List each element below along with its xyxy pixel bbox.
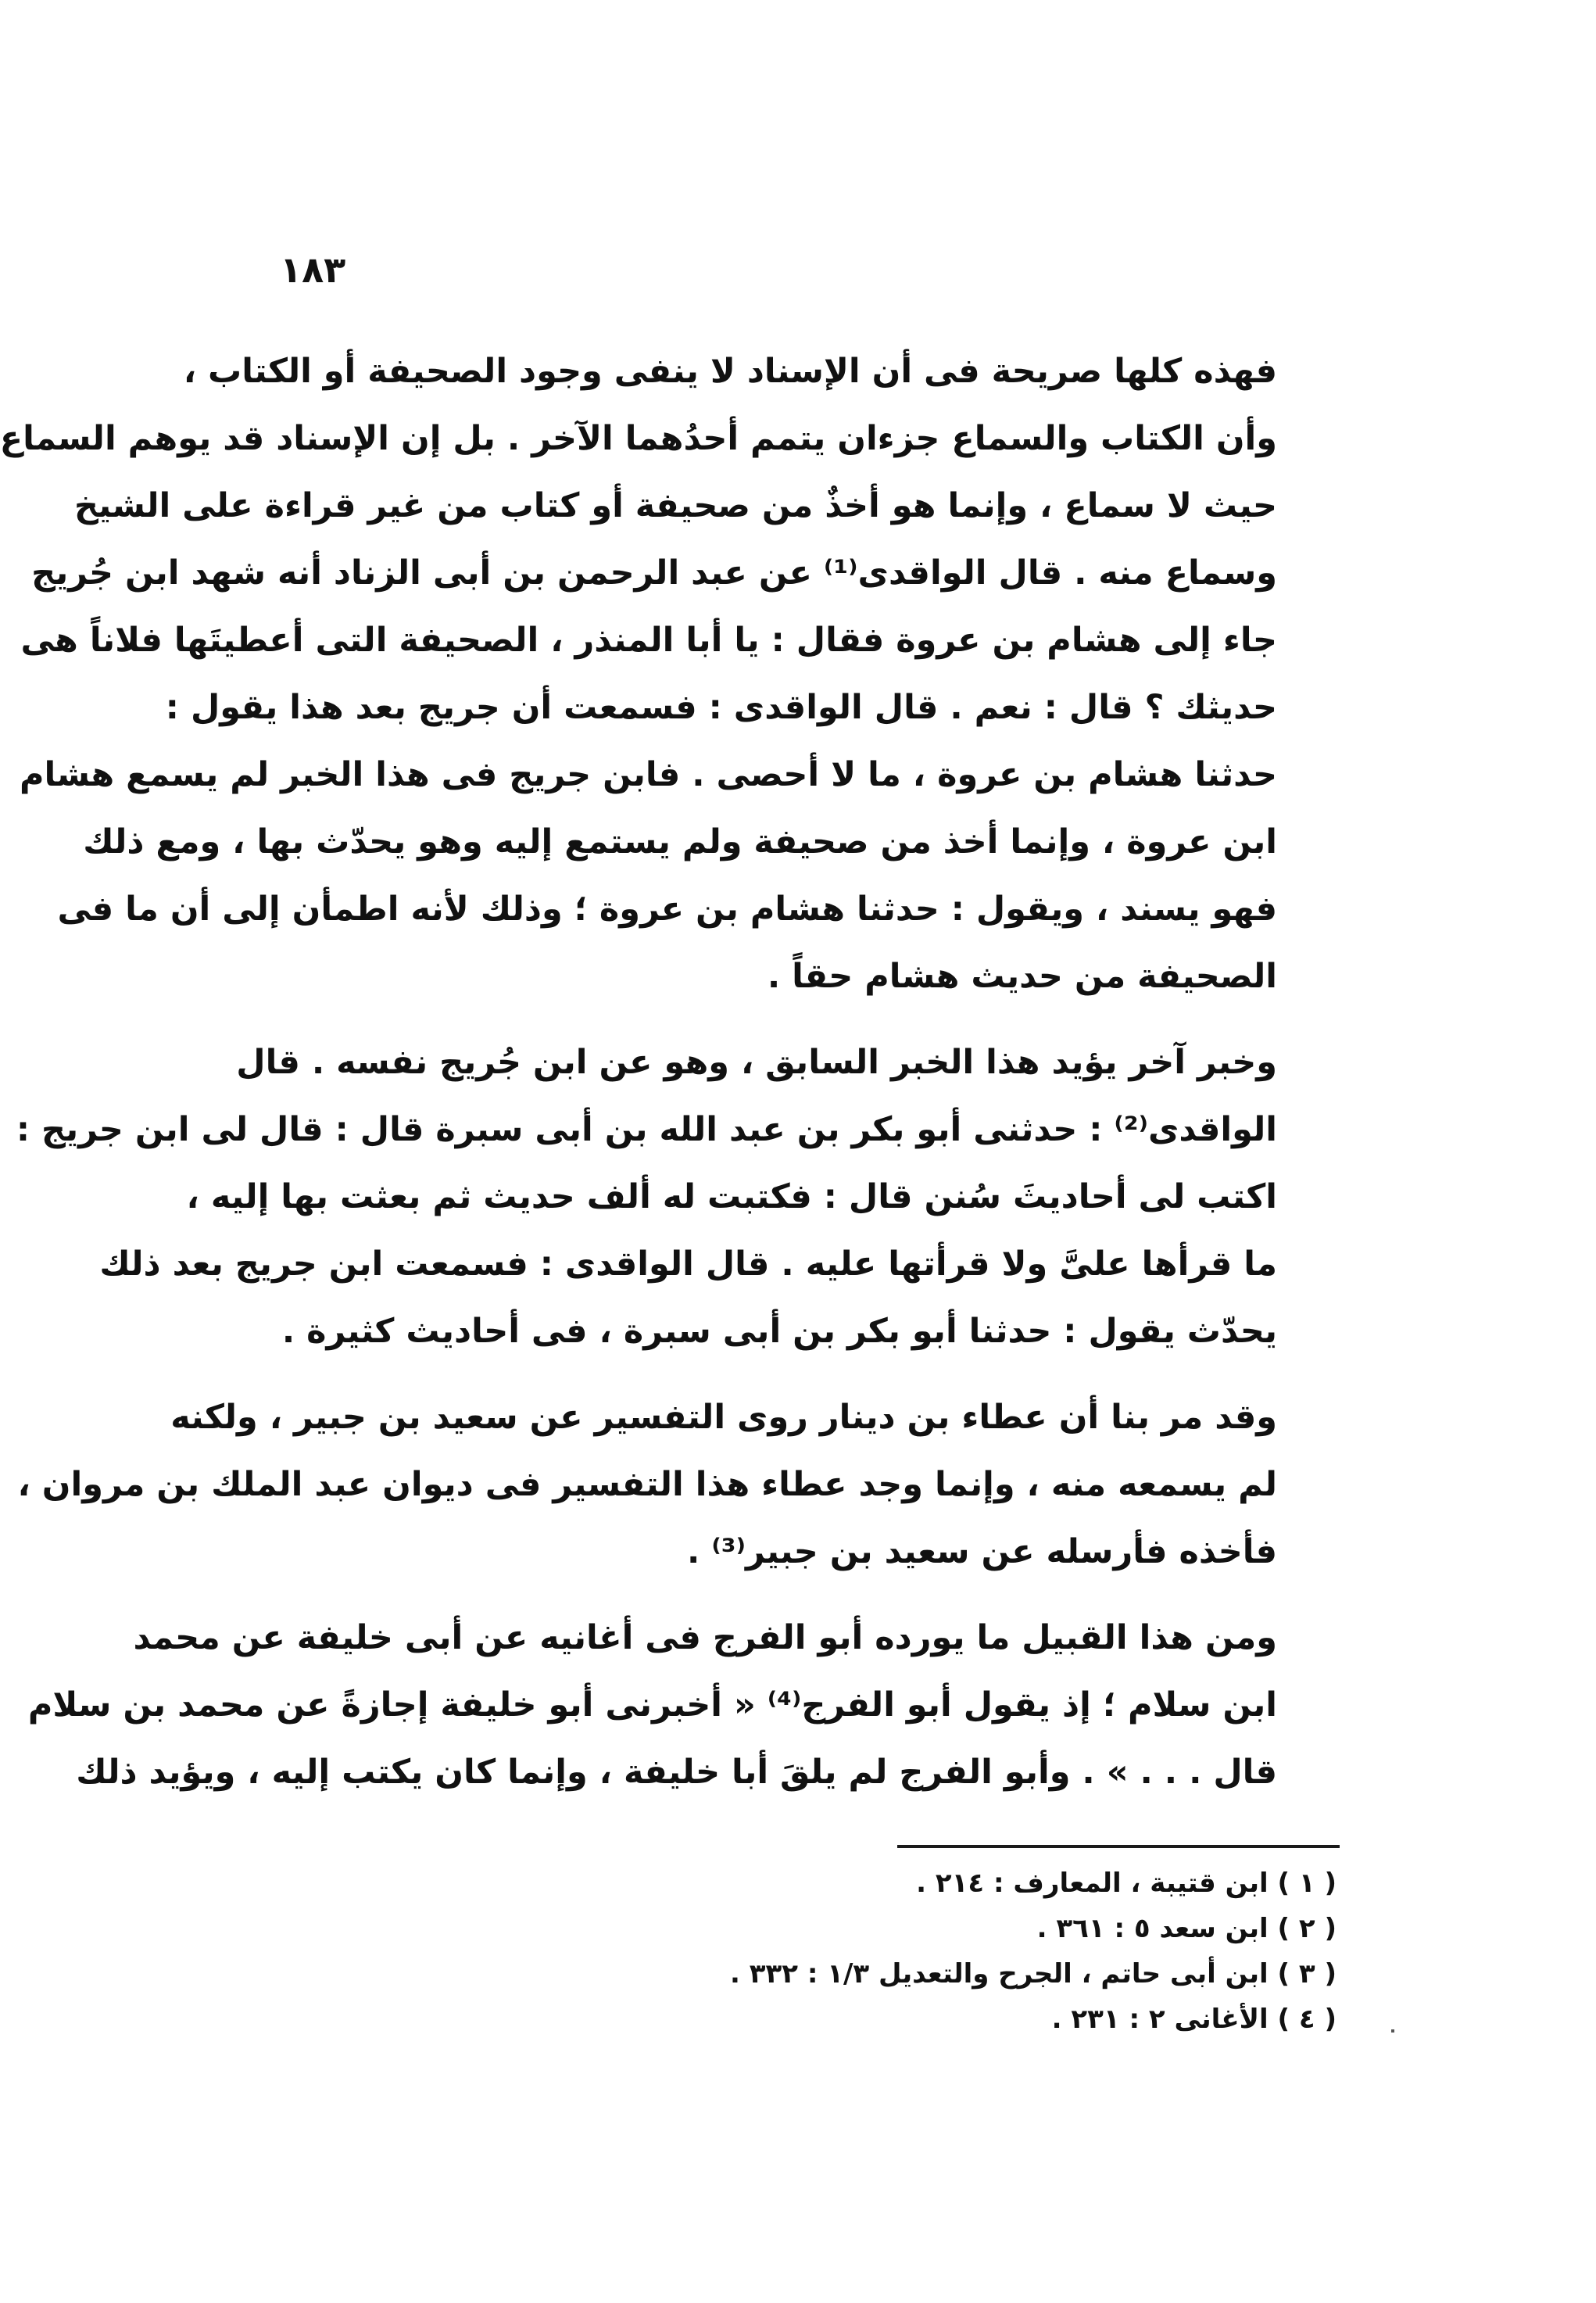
page-number: ١٨٣ — [280, 249, 346, 291]
footnote-4: ( ٤ ) الأغانى ٢ : ٢٣١ . — [1051, 2004, 1337, 2035]
footnote-2: ( ٢ ) ابن سعد ٥ : ٣٦١ . — [1036, 1913, 1337, 1944]
text-line: يحدّث يقول : حدثنا أبو بكر بن أبى سبرة ، فى أحاديث كثيرة . — [281, 1312, 1277, 1351]
footnote-3: ( ٣ ) ابن أبى حاتم ، الجرح والتعديل ١/٣ : ٣٣٢ . — [729, 1958, 1337, 1990]
text-line: قال . . . » . وأبو الفرج لم يلقَ أبا خليفة ، وإنما كان يكتب إليه ، ويؤيد ذلك — [76, 1753, 1277, 1792]
text-line: ابن سلام ؛ إذ يقول أبو الفرج⁽⁴⁾ « أخبرنى أبو خليفة إجازةً عن محمد بن سلام — [27, 1685, 1277, 1725]
footnote-divider — [897, 1845, 1340, 1848]
text-line: وسماع منه . قال الواقدى⁽¹⁾ عن عبد الرحمن بن أبى الزناد أنه شهد ابن جُريج — [31, 553, 1277, 593]
text-line: الصحيفة من حديث هشام حقاً . — [767, 957, 1277, 996]
text-line: وأن الكتاب والسماع جزءان يتمم أحدُهما الآخر . بل إن الإسناد قد يوهم السماع — [0, 419, 1277, 458]
text-line: ما قرأها علىَّ ولا قرأتها عليه . قال الواقدى : فسمعت ابن جريج بعد ذلك — [99, 1245, 1277, 1284]
text-line: جاء إلى هشام بن عروة فقال : يا أبا المنذر ، الصحيفة التى أعطيتَها فلاناً هى — [20, 621, 1277, 660]
text-line: فهو يسند ، ويقول : حدثنا هشام بن عروة ؛ وذلك لأنه اطمأن إلى أن ما فى — [57, 890, 1277, 929]
paragraph-1 — [0, 338, 1340, 1010]
text-line: ابن عروة ، وإنما أخذ من صحيفة ولم يستمع إليه وهو يحدّث بها ، ومع ذلك — [83, 822, 1277, 861]
text-line: الواقدى⁽²⁾ : حدثنى أبو بكر بن عبد الله بن أبى سبرة قال : قال لى ابن جريج : — [16, 1110, 1277, 1149]
text-line: اكتب لى أحاديثَ سُنن قال : فكتبت له ألف حديث ثم بعثت بها إليه ، — [186, 1177, 1277, 1216]
paragraph-3 — [17, 1384, 1340, 1585]
paragraph-4 — [27, 1604, 1340, 1806]
text-line: وخبر آخر يؤيد هذا الخبر السابق ، وهو عن ابن جُريج نفسه . قال — [236, 1043, 1277, 1082]
text-line: حديثك ؟ قال : نعم . قال الواقدى : فسمعت أن جريج بعد هذا يقول : — [165, 688, 1277, 727]
text-line: ومن هذا القبيل ما يورده أبو الفرج فى أغانيه عن أبى خليفة عن محمد — [133, 1618, 1277, 1657]
paragraph-2 — [16, 1029, 1340, 1365]
footnote-1: ( ١ ) ابن قتيبة ، المعارف : ٢١٤ . — [916, 1868, 1337, 1899]
text-line: وقد مر بنا أن عطاء بن دينار روى التفسير عن سعيد بن جبير ، ولكنه — [170, 1398, 1277, 1437]
footnotes — [547, 1861, 1337, 2042]
scan-speck — [1391, 2029, 1394, 2033]
text-line: حيث لا سماع ، وإنما هو أخذٌ من صحيفة أو كتاب من غير قراءة على الشيخ — [74, 486, 1277, 525]
text-line: لم يسمعه منه ، وإنما وجد عطاء هذا التفسير فى ديوان عبد الملك بن مروان ، — [17, 1465, 1277, 1504]
text-line: حدثنا هشام بن عروة ، ما لا أحصى . فابن جريج فى هذا الخبر لم يسمع هشام — [19, 755, 1277, 794]
body-text — [0, 338, 1340, 1825]
text-line: فأخذه فأرسله عن سعيد بن جبير⁽³⁾ . — [687, 1532, 1277, 1571]
text-line: فهذه كلها صريحة فى أن الإسناد لا ينفى وجود الصحيفة أو الكتاب ، — [183, 352, 1277, 391]
